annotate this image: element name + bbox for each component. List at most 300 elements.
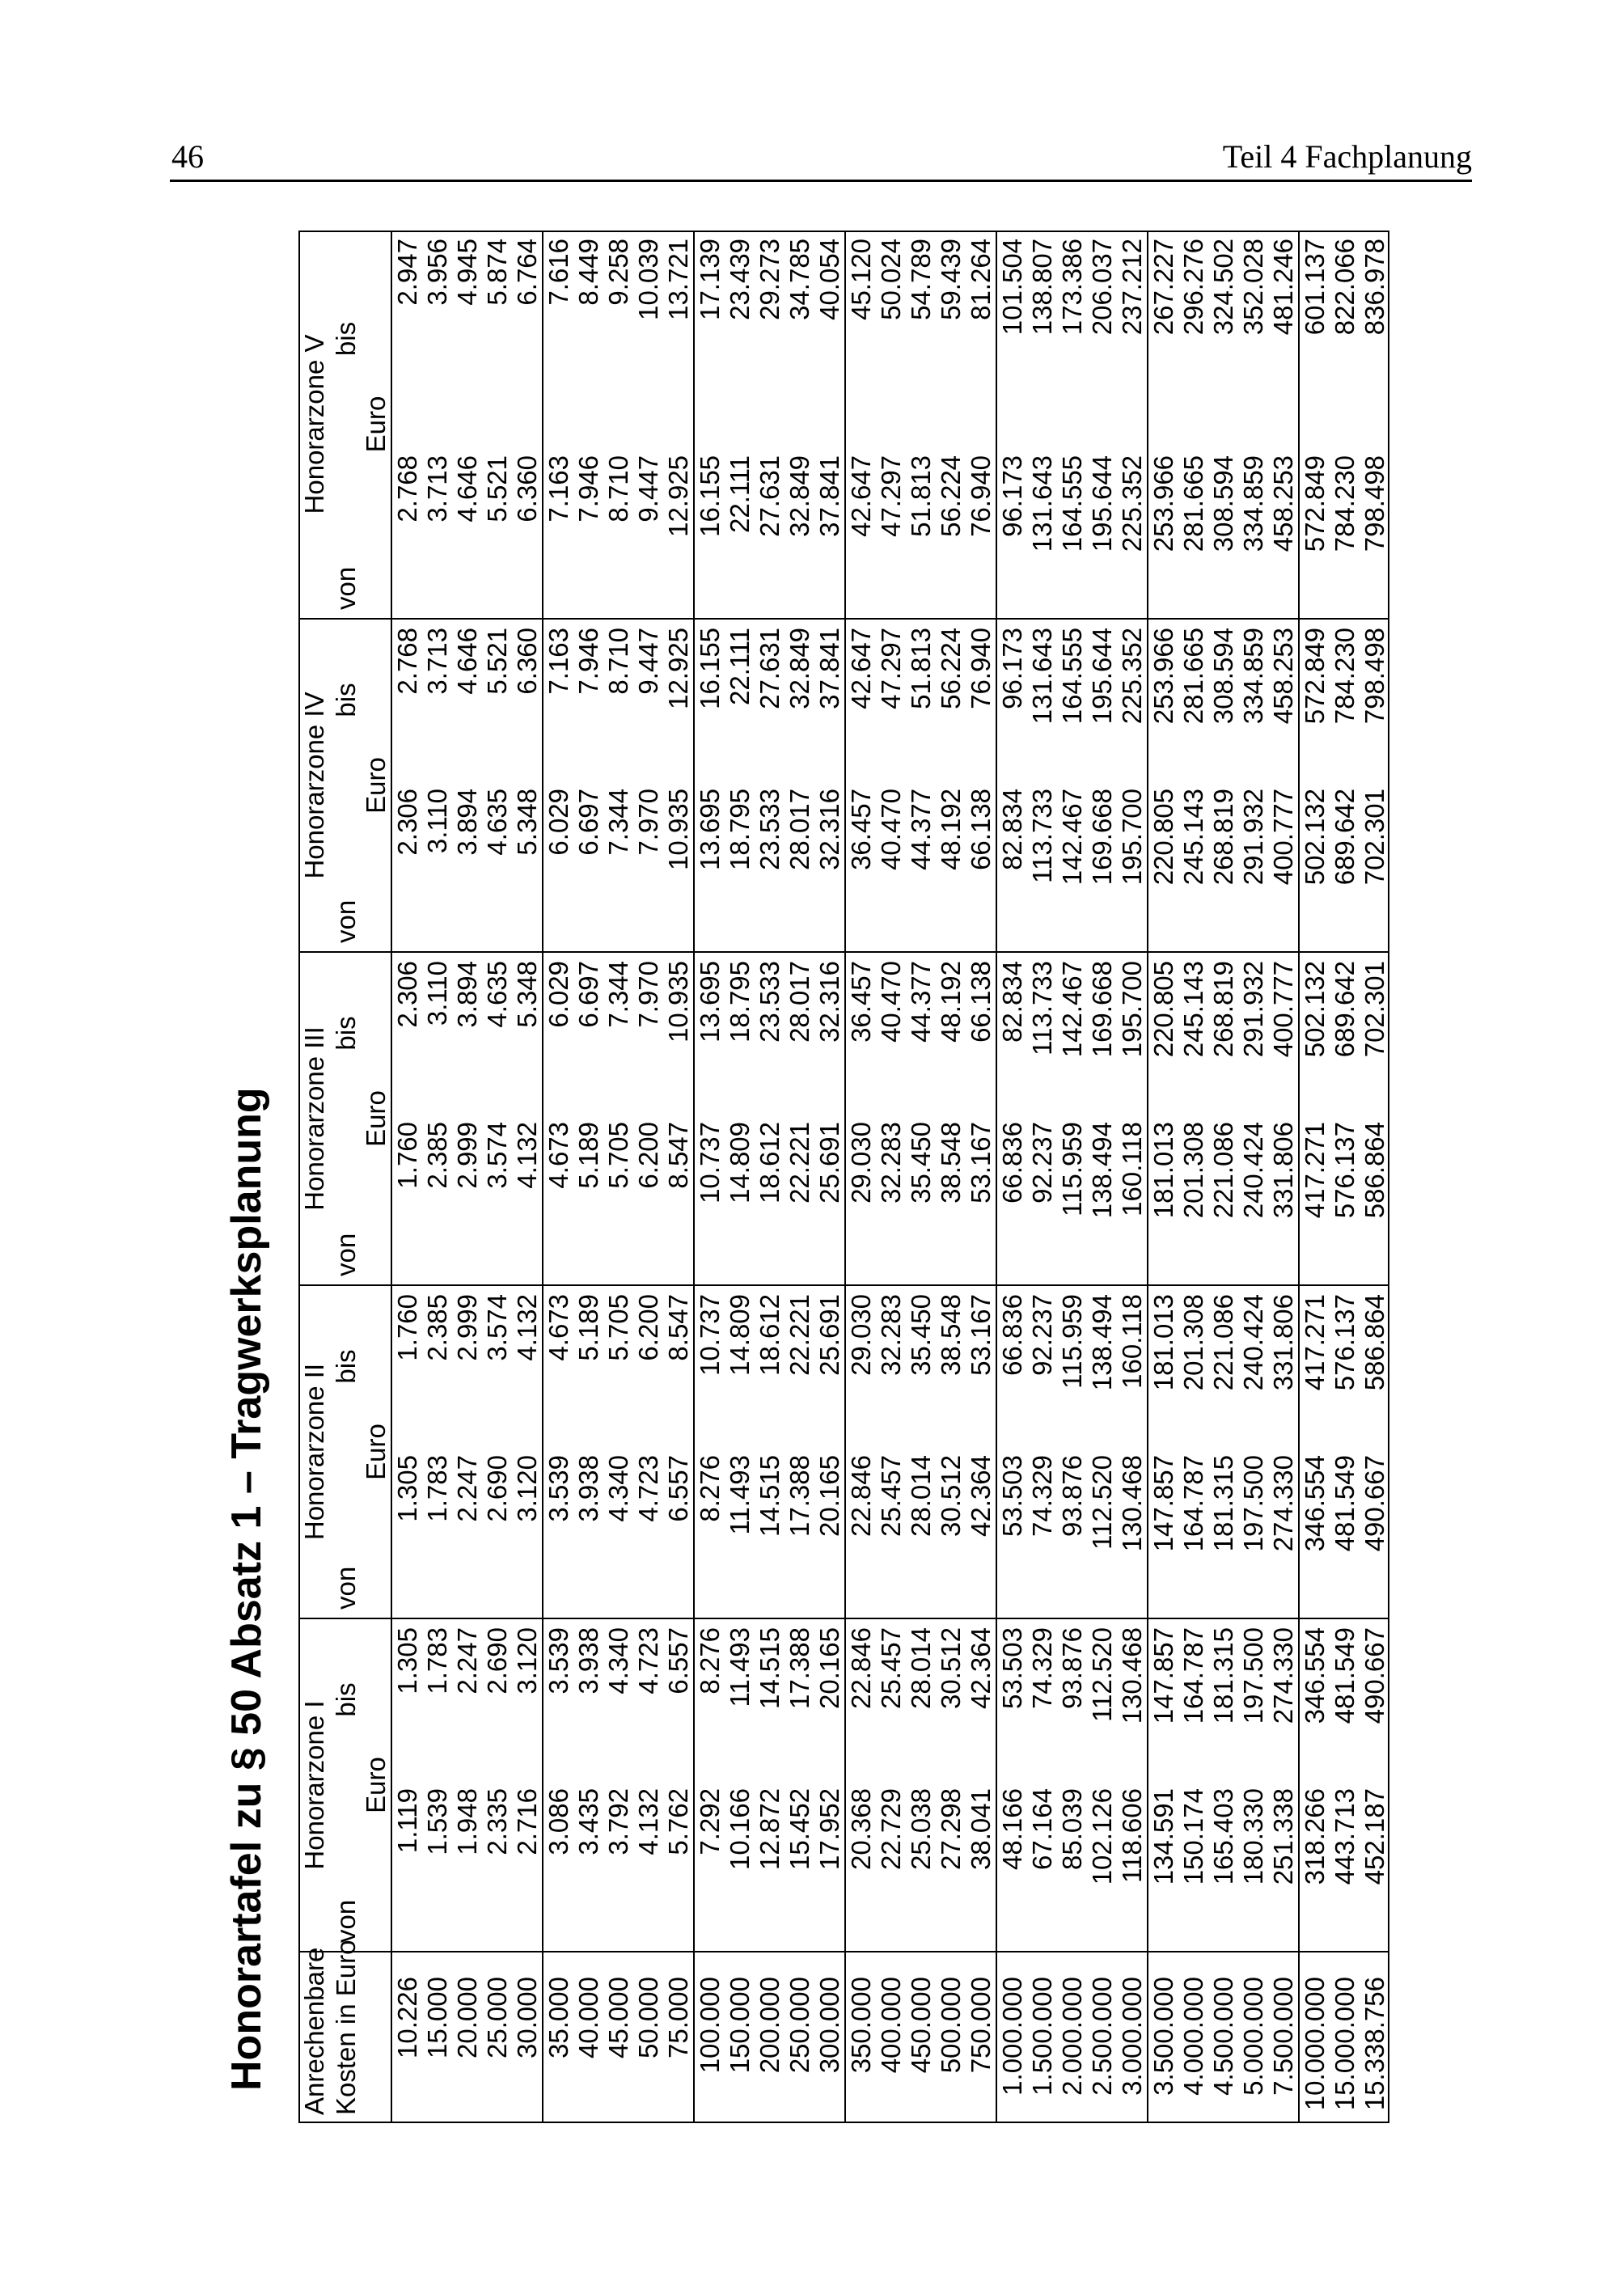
von-cell: 346.554 — [1300, 1455, 1330, 1552]
bis-cell: 1.760 — [391, 1285, 422, 1447]
bis-cell: 181.013 — [1148, 1285, 1178, 1447]
von-cell: 37.841 — [814, 447, 845, 619]
von-cell: 3.539 — [543, 1455, 573, 1522]
bis-cell: 6.200 — [633, 1285, 663, 1447]
kosten-cell: 2.000.000 — [1057, 1952, 1087, 2123]
von-cell: 134.591 — [1148, 1788, 1178, 1885]
von-cell: 44.377 — [906, 788, 936, 870]
von-cell: 38.041 — [966, 1780, 996, 1952]
von-cell: 452.187 — [1360, 1788, 1389, 1885]
bis-cell: 27.631 — [755, 619, 785, 781]
von-cell: 3.938 — [573, 1455, 603, 1522]
von-label: von — [331, 1233, 361, 1276]
bis-cell: 147.857 — [1148, 1618, 1178, 1780]
kosten-cell: 30.000 — [512, 1952, 543, 2123]
table-row — [1360, 231, 1389, 2123]
bis-cell: 291.932 — [1238, 952, 1268, 1114]
bis-cell: 40.470 — [876, 952, 906, 1114]
von-cell: 113.733 — [1027, 788, 1057, 883]
kosten-cell: 450.000 — [906, 1952, 936, 2123]
bis-cell: 10.737 — [694, 1285, 725, 1447]
von-cell: 490.667 — [1360, 1455, 1389, 1552]
bis-cell: 586.864 — [1360, 1285, 1389, 1447]
von-cell: 331.806 — [1268, 1114, 1299, 1285]
bis-cell: 28.017 — [785, 952, 814, 1114]
von-cell: 22.111 — [725, 455, 755, 534]
von-cell: 16.155 — [695, 455, 725, 537]
bis-cell: 28.014 — [906, 1618, 936, 1780]
von-cell: 147.857 — [1148, 1455, 1178, 1552]
bis-cell: 5.189 — [573, 1285, 603, 1447]
bis-cell: 4.340 — [603, 1618, 633, 1780]
von-cell: 291.932 — [1238, 788, 1268, 886]
von-cell: 76.940 — [966, 447, 996, 619]
bis-cell: 6.697 — [573, 952, 603, 1114]
bis-cell: 5.348 — [512, 952, 543, 1114]
bis-cell: 4.132 — [512, 1285, 543, 1447]
bis-cell: 4.646 — [452, 619, 482, 781]
bis-cell: 2.768 — [391, 619, 422, 781]
von-cell: 458.253 — [1268, 447, 1299, 619]
bis-cell: 2.385 — [422, 1285, 452, 1447]
bis-cell: 8.449 — [573, 238, 603, 306]
kosten-cell: 400.000 — [876, 1952, 906, 2123]
von-cell: 3.086 — [543, 1788, 573, 1855]
bis-cell: 458.253 — [1268, 619, 1299, 781]
bis-cell: 112.520 — [1087, 1618, 1117, 1780]
bis-cell: 138.494 — [1087, 1285, 1117, 1447]
von-cell: 334.859 — [1238, 455, 1268, 552]
bis-cell: 417.271 — [1299, 1285, 1330, 1447]
bis-cell: 3.938 — [573, 1618, 603, 1780]
bis-cell: 8.710 — [603, 619, 633, 781]
bis-cell: 2.306 — [391, 952, 422, 1114]
von-cell: 1.305 — [392, 1455, 422, 1522]
von-cell: 9.447 — [633, 455, 663, 522]
bis-cell: 197.500 — [1238, 1618, 1268, 1780]
von-cell: 3.574 — [482, 1121, 512, 1189]
kosten-cell: 15.000.000 — [1330, 1952, 1360, 2123]
von-cell: 5.762 — [663, 1780, 694, 1952]
von-cell: 6.029 — [543, 788, 573, 856]
bis-cell: 22.111 — [725, 619, 755, 781]
bis-cell: 54.789 — [906, 238, 936, 320]
table-row — [936, 231, 966, 2123]
table-row — [694, 231, 725, 2123]
von-cell: 82.834 — [997, 788, 1027, 870]
von-cell: 5.189 — [573, 1121, 603, 1189]
kosten-header-line1: Anrechenbare — [298, 1952, 331, 2123]
kosten-cell: 1.000.000 — [996, 1952, 1027, 2123]
table-row — [996, 231, 1027, 2123]
von-cell: 22.729 — [876, 1788, 906, 1870]
bis-cell: 101.504 — [997, 238, 1027, 336]
bis-cell: 10.039 — [633, 238, 663, 320]
bis-cell: 2.247 — [452, 1618, 482, 1780]
von-cell: 66.836 — [997, 1121, 1027, 1204]
table-row — [876, 231, 906, 2123]
bis-cell: 836.978 — [1360, 238, 1389, 336]
bis-cell: 822.066 — [1330, 238, 1360, 336]
von-cell: 220.805 — [1148, 788, 1178, 886]
bis-cell: 3.539 — [543, 1618, 573, 1780]
bis-cell: 237.212 — [1117, 231, 1148, 447]
von-cell: 67.164 — [1027, 1788, 1057, 1870]
von-cell: 281.665 — [1178, 455, 1208, 552]
table-row — [1178, 231, 1208, 2123]
bis-cell: 240.424 — [1238, 1285, 1268, 1447]
table-row — [1087, 231, 1117, 2123]
euro-label: Euro — [361, 1618, 391, 1952]
von-cell: 2.306 — [392, 788, 422, 856]
von-cell: 40.470 — [876, 788, 906, 870]
von-cell: 160.118 — [1117, 1114, 1148, 1285]
von-cell: 27.631 — [755, 455, 785, 537]
von-cell: 2.716 — [512, 1780, 543, 1952]
von-cell: 4.132 — [512, 1114, 543, 1285]
table-row — [1057, 231, 1087, 2123]
bis-cell: 131.643 — [1027, 619, 1057, 781]
von-cell: 14.515 — [755, 1455, 785, 1537]
bis-cell: 29.030 — [845, 1285, 876, 1447]
von-cell: 5.348 — [512, 781, 543, 952]
von-cell: 8.547 — [663, 1114, 694, 1285]
kosten-cell: 3.500.000 — [1148, 1952, 1178, 2123]
kosten-cell: 4.500.000 — [1208, 1952, 1238, 2123]
von-cell: 3.110 — [422, 788, 452, 854]
running-head: Teil 4 Fachplanung — [1222, 138, 1472, 175]
euro-label: Euro — [361, 231, 391, 619]
bis-cell: 2.690 — [482, 1618, 512, 1780]
von-cell: 118.606 — [1117, 1780, 1148, 1952]
von-cell: 22.846 — [846, 1455, 876, 1537]
von-cell: 195.644 — [1087, 455, 1117, 552]
bis-cell: 23.439 — [725, 238, 755, 320]
von-cell: 22.221 — [785, 1121, 814, 1204]
page-number: 46 — [171, 138, 204, 175]
bis-cell: 37.841 — [814, 619, 845, 781]
bis-cell: 1.305 — [391, 1618, 422, 1780]
von-cell: 96.173 — [997, 455, 1027, 537]
kosten-cell: 35.000 — [543, 1952, 573, 2123]
von-cell: 32.316 — [814, 781, 845, 952]
von-cell: 5.705 — [603, 1121, 633, 1189]
table-body — [391, 231, 1389, 2123]
von-cell: 10.935 — [663, 781, 694, 952]
bis-cell: 66.836 — [996, 1285, 1027, 1447]
bis-cell: 82.834 — [996, 952, 1027, 1114]
euro-label: Euro — [361, 952, 391, 1285]
kosten-cell: 250.000 — [785, 1952, 814, 2123]
bis-cell: 16.155 — [694, 619, 725, 781]
bis-cell: 22.221 — [785, 1285, 814, 1447]
von-cell: 13.695 — [695, 788, 725, 870]
bis-cell: 32.316 — [814, 952, 845, 1114]
table-row — [573, 231, 603, 2123]
kosten-cell: 25.000 — [482, 1952, 512, 2123]
von-cell: 4.132 — [633, 1788, 663, 1855]
von-cell: 32.849 — [785, 455, 814, 537]
bis-cell: 481.246 — [1268, 231, 1299, 447]
kosten-cell: 15.338.756 — [1360, 1952, 1389, 2123]
bis-cell: 296.276 — [1178, 238, 1208, 336]
von-cell: 225.352 — [1117, 447, 1148, 619]
von-cell: 42.647 — [846, 455, 876, 537]
zone-header: Honorarzone I — [298, 1618, 331, 1952]
von-cell: 318.266 — [1300, 1788, 1330, 1885]
zone-header: Honorarzone III — [298, 952, 331, 1285]
bis-cell: 3.120 — [512, 1618, 543, 1780]
table-row — [1208, 231, 1238, 2123]
table-title: Honorartafel zu § 50 Absatz 1 – Tragwerksplanung — [223, 1087, 270, 2091]
zone-header: Honorarzone V — [299, 334, 329, 514]
von-cell: 6.697 — [573, 788, 603, 856]
von-cell: 10.737 — [695, 1121, 725, 1204]
euro-label: Euro — [361, 1285, 391, 1618]
von-cell: 35.450 — [906, 1121, 936, 1204]
bis-cell: 42.364 — [966, 1618, 996, 1780]
bis-cell: 40.054 — [814, 231, 845, 447]
table-row — [1299, 231, 1330, 2123]
bis-cell: 18.612 — [755, 1285, 785, 1447]
bis-cell: 13.721 — [663, 231, 694, 447]
table-row — [755, 231, 785, 2123]
von-cell: 51.813 — [906, 455, 936, 537]
bis-cell: 6.360 — [512, 619, 543, 781]
bis-cell: 34.785 — [785, 238, 814, 320]
table-row — [845, 231, 876, 2123]
bis-cell: 17.139 — [695, 238, 725, 320]
bis-cell: 38.548 — [936, 1285, 966, 1447]
bis-cell: 352.028 — [1238, 238, 1268, 336]
bis-cell: 6.557 — [663, 1618, 694, 1780]
bis-cell: 331.806 — [1268, 1285, 1299, 1447]
table-row — [966, 231, 996, 2123]
bis-cell: 53.503 — [996, 1618, 1027, 1780]
von-cell: 576.137 — [1330, 1121, 1360, 1219]
von-cell: 251.338 — [1268, 1780, 1299, 1952]
bis-cell: 6.029 — [543, 952, 573, 1114]
bis-cell: 13.695 — [694, 952, 725, 1114]
table-row — [725, 231, 755, 2123]
table-row — [1268, 231, 1299, 2123]
von-cell: 53.167 — [966, 1114, 996, 1285]
von-cell: 1.119 — [392, 1788, 422, 1854]
von-cell: 1.783 — [422, 1455, 452, 1522]
bis-cell: 59.439 — [936, 238, 966, 320]
von-cell: 150.174 — [1178, 1788, 1208, 1885]
bis-cell: 7.344 — [603, 952, 633, 1114]
von-cell: 165.403 — [1208, 1788, 1238, 1885]
von-cell: 417.271 — [1300, 1121, 1330, 1219]
von-cell: 18.612 — [755, 1121, 785, 1204]
bis-cell: 17.388 — [785, 1618, 814, 1780]
bis-cell: 2.947 — [392, 238, 422, 306]
bis-cell: 7.970 — [633, 952, 663, 1114]
table-row — [452, 231, 482, 2123]
kosten-cell: 2.500.000 — [1087, 1952, 1117, 2123]
bis-cell: 22.846 — [845, 1618, 876, 1780]
bis-cell: 281.665 — [1178, 619, 1208, 781]
bis-cell: 572.849 — [1299, 619, 1330, 781]
bis-cell: 702.301 — [1360, 952, 1389, 1114]
von-cell: 164.555 — [1057, 455, 1087, 552]
von-cell: 93.876 — [1057, 1455, 1087, 1537]
bis-cell: 20.165 — [814, 1618, 845, 1780]
von-cell: 115.959 — [1057, 1121, 1087, 1216]
von-cell: 274.330 — [1268, 1447, 1299, 1618]
bis-cell: 7.163 — [543, 619, 573, 781]
kosten-cell: 45.000 — [603, 1952, 633, 2123]
table-row — [482, 231, 512, 2123]
von-cell: 2.247 — [452, 1455, 482, 1522]
von-cell: 268.819 — [1208, 788, 1238, 886]
von-cell: 572.849 — [1300, 455, 1330, 552]
von-cell: 181.013 — [1148, 1121, 1178, 1219]
von-cell: 180.330 — [1238, 1788, 1268, 1885]
von-cell: 12.872 — [755, 1788, 785, 1870]
von-cell: 6.360 — [512, 447, 543, 619]
bis-cell: 14.515 — [755, 1618, 785, 1780]
von-cell: 181.315 — [1208, 1455, 1238, 1552]
bis-label: bis — [331, 952, 361, 1114]
bis-cell: 221.086 — [1208, 1285, 1238, 1447]
table-row — [1238, 231, 1268, 2123]
table-row — [512, 231, 543, 2123]
bis-cell: 14.809 — [725, 1285, 755, 1447]
von-cell: 20.165 — [814, 1447, 845, 1618]
kosten-cell: 5.000.000 — [1238, 1952, 1268, 2123]
kosten-cell: 75.000 — [663, 1952, 694, 2123]
bis-cell: 53.167 — [966, 1285, 996, 1447]
von-cell: 400.777 — [1268, 781, 1299, 952]
von-cell: 42.364 — [966, 1447, 996, 1618]
von-cell: 28.017 — [785, 788, 814, 870]
bis-cell: 25.691 — [814, 1285, 845, 1447]
bis-cell: 4.673 — [543, 1285, 573, 1447]
bis-cell: 164.555 — [1057, 619, 1087, 781]
table-row — [603, 231, 633, 2123]
table-row — [391, 231, 422, 2123]
bis-cell: 160.118 — [1117, 1285, 1148, 1447]
table-row — [633, 231, 663, 2123]
bis-cell: 3.956 — [422, 238, 452, 306]
bis-cell: 10.935 — [663, 952, 694, 1114]
bis-cell: 9.447 — [633, 619, 663, 781]
von-cell: 29.030 — [846, 1121, 876, 1204]
von-cell: 3.713 — [422, 455, 452, 522]
von-cell: 102.126 — [1087, 1788, 1117, 1885]
bis-cell: 334.859 — [1238, 619, 1268, 781]
bis-cell: 346.554 — [1299, 1618, 1330, 1780]
von-cell: 221.086 — [1208, 1121, 1238, 1219]
bis-cell: 9.258 — [603, 238, 633, 306]
von-cell: 17.388 — [785, 1455, 814, 1537]
von-cell: 4.635 — [482, 788, 512, 856]
bis-cell: 25.457 — [876, 1618, 906, 1780]
bis-cell: 689.642 — [1330, 952, 1360, 1114]
bis-cell: 308.594 — [1208, 619, 1238, 781]
bis-cell: 245.143 — [1178, 952, 1208, 1114]
bis-cell: 502.132 — [1299, 952, 1330, 1114]
von-cell: 130.468 — [1117, 1447, 1148, 1618]
von-cell: 66.138 — [966, 781, 996, 952]
von-cell: 1.760 — [392, 1121, 422, 1189]
von-cell: 689.642 — [1330, 788, 1360, 886]
von-cell: 4.673 — [543, 1121, 573, 1189]
von-label: von — [331, 566, 361, 610]
von-cell: 8.710 — [603, 455, 633, 522]
von-cell: 7.946 — [573, 455, 603, 522]
bis-cell: 8.276 — [694, 1618, 725, 1780]
table-row — [1148, 231, 1178, 2123]
table-row — [814, 231, 845, 2123]
bis-label: bis — [331, 1618, 361, 1780]
bis-cell: 784.230 — [1330, 619, 1360, 781]
kosten-cell: 10.226 — [391, 1952, 422, 2123]
bis-cell: 274.330 — [1268, 1618, 1299, 1780]
bis-cell: 3.110 — [422, 952, 452, 1114]
kosten-cell: 1.500.000 — [1027, 1952, 1057, 2123]
von-cell: 702.301 — [1360, 788, 1389, 886]
von-cell: 201.308 — [1178, 1121, 1208, 1219]
von-cell: 92.237 — [1027, 1121, 1057, 1204]
bis-cell: 8.547 — [663, 1285, 694, 1447]
von-cell: 245.143 — [1178, 788, 1208, 886]
bis-cell: 164.787 — [1178, 1618, 1208, 1780]
von-cell: 2.335 — [482, 1788, 512, 1855]
bis-cell: 44.377 — [906, 952, 936, 1114]
bis-cell: 45.120 — [846, 238, 876, 320]
von-cell: 25.457 — [876, 1455, 906, 1537]
kosten-cell: 15.000 — [422, 1952, 452, 2123]
zone-header: Honorarzone IV — [298, 619, 331, 952]
von-cell: 25.691 — [814, 1114, 845, 1285]
kosten-cell: 3.000.000 — [1117, 1952, 1148, 2123]
von-cell: 4.646 — [452, 455, 482, 522]
bis-cell: 3.894 — [452, 952, 482, 1114]
bis-cell: 400.777 — [1268, 952, 1299, 1114]
rotated-table-area — [222, 231, 1480, 2123]
bis-cell: 324.502 — [1208, 238, 1238, 336]
bis-cell: 66.138 — [966, 952, 996, 1114]
von-cell: 443.713 — [1330, 1788, 1360, 1885]
von-cell: 14.809 — [725, 1121, 755, 1204]
bis-cell: 5.521 — [482, 619, 512, 781]
von-cell: 6.557 — [663, 1447, 694, 1618]
von-cell: 17.952 — [814, 1780, 845, 1952]
bis-cell: 12.925 — [663, 619, 694, 781]
bis-cell: 35.450 — [906, 1285, 936, 1447]
bis-cell: 142.467 — [1057, 952, 1087, 1114]
kosten-cell: 50.000 — [633, 1952, 663, 2123]
bis-cell: 195.644 — [1087, 619, 1117, 781]
table-row — [543, 231, 573, 2123]
von-cell: 1.948 — [452, 1788, 482, 1855]
table-row — [906, 231, 936, 2123]
von-cell: 25.038 — [906, 1788, 936, 1870]
bis-cell: 47.297 — [876, 619, 906, 781]
von-cell: 7.163 — [543, 455, 573, 522]
kosten-cell: 500.000 — [936, 1952, 966, 2123]
von-cell: 48.166 — [997, 1788, 1027, 1870]
bis-cell: 7.616 — [543, 238, 573, 306]
bis-cell: 2.999 — [452, 1285, 482, 1447]
bis-cell: 115.959 — [1057, 1285, 1087, 1447]
kosten-cell: 40.000 — [573, 1952, 603, 2123]
bis-cell: 4.723 — [633, 1618, 663, 1780]
von-cell: 56.224 — [936, 455, 966, 537]
